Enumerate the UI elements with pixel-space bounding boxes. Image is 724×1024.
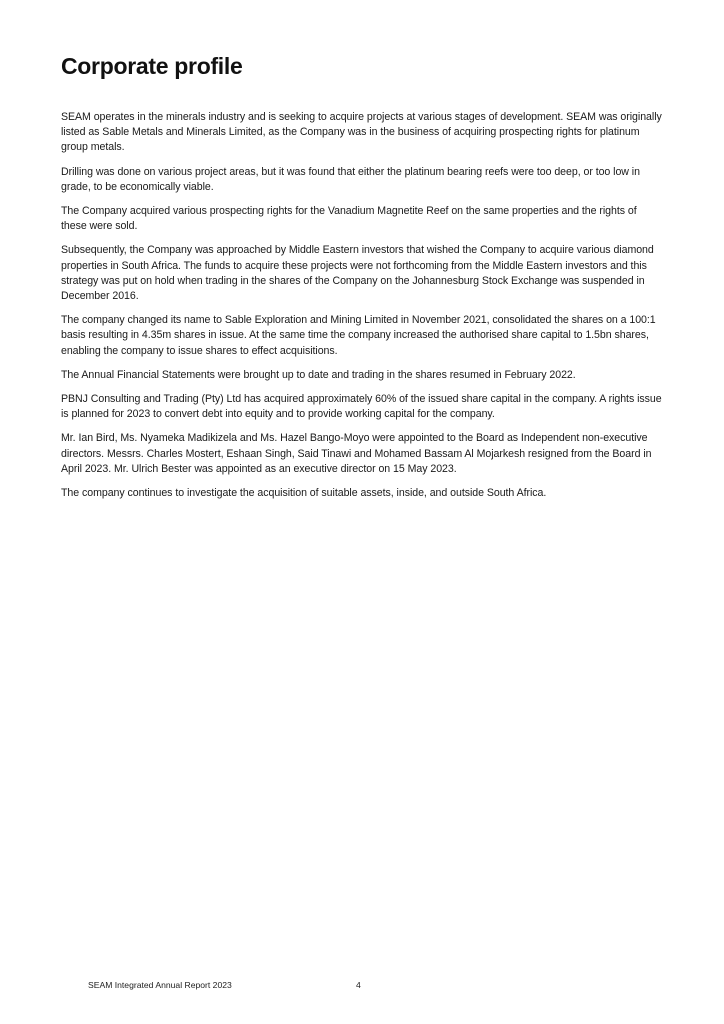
paragraph-vanadium: The Company acquired various prospecting rights for the Vanadium Magnetite Reef on the same properties and the rights of these were sold. [61, 205, 637, 233]
footer-page-number: 4 [356, 980, 361, 990]
paragraph-drilling: Drilling was done on various project areas, but it was found that either the platinum bearing reefs were too deep, or too low in grade, to be economically viable. [61, 165, 640, 193]
paragraph-board: Mr. Ian Bird, Ms. Nyameka Madikizela and Ms. Hazel Bango-Moyo were appointed to the Board as Independent non-executive directors. Messrs. Charles Mostert, Eshaan Singh, Said Tinawi and Mohamed Bassam Al Mojarkesh resigned from the Board in April 2023. Mr. Ulrich Bester was appointed as an executive director on 15 May 2023. [61, 432, 652, 475]
paragraph-name-change: The company changed its name to Sable Exploration and Mining Limited in November 2021, consolidated the shares on a 100:1 basis resulting in 4.35m shares in issue. At the same time the company increased the authorised share capital to 1.5bn shares, enabling the company to issue shares to effect acquisitions. [61, 314, 656, 357]
body-text [61, 110, 665, 510]
paragraph-middle-east: Subsequently, the Company was approached by Middle Eastern investors that wished the Company to acquire various diamond properties in South Africa. The funds to acquire these projects were not forthcoming from the Middle Eastern investors and this strategy was put on hold when trading in the shares of the Company on the Johannesburg Stock Exchange was suspended in December 2016. [61, 244, 654, 303]
paragraph-acquisition: The company continues to investigate the acquisition of suitable assets, inside, and outside South Africa. [61, 487, 547, 500]
footer-report-name: SEAM Integrated Annual Report 2023 [88, 980, 232, 990]
paragraph-pbnj: PBNJ Consulting and Trading (Pty) Ltd has acquired approximately 60% of the issued share capital in the company. A rights issue is planned for 2023 to convert debt into equity and to provide working capital for the company. [61, 393, 662, 421]
paragraph-afs: The Annual Financial Statements were brought up to date and trading in the shares resumed in February 2022. [61, 368, 576, 381]
page-title: Corporate profile [61, 53, 243, 79]
paragraph-intro: SEAM operates in the minerals industry and is seeking to acquire projects at various stages of development. SEAM was originally listed as Sable Metals and Minerals Limited, as the Company was in the business of acquiring prospecting rights for platinum group metals. [61, 111, 662, 154]
